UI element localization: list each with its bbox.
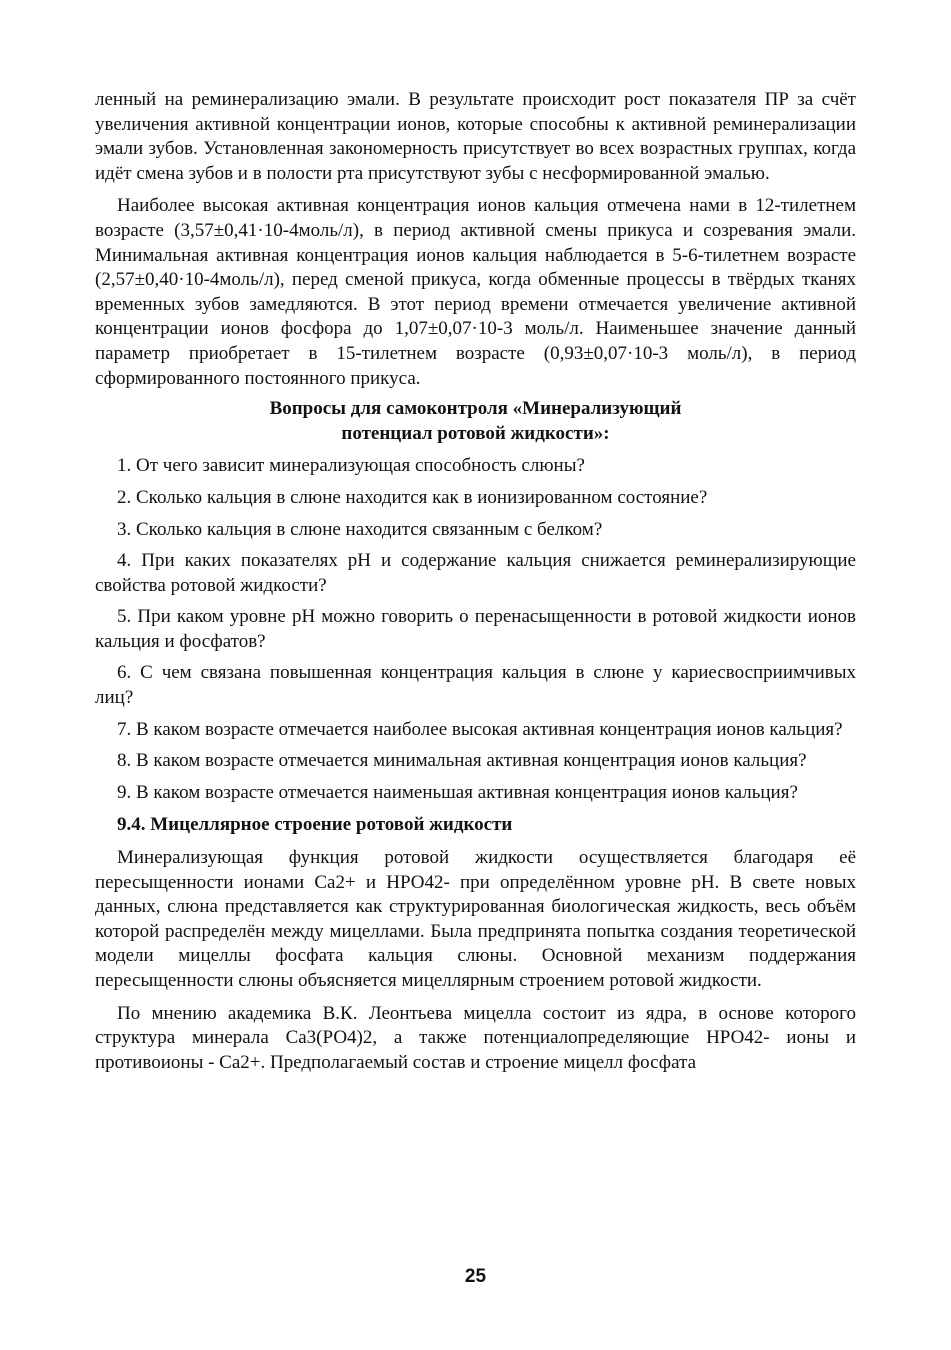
question-item: 5. При каком уровне рН можно говорить о перенасыщенности в ротовой жидкости ионов кальция и фосфатов?	[95, 606, 856, 652]
paragraph-continuation: ленный на реминерализацию эмали. В результате происходит рост показателя ПР за счёт увеличения активной концентрации ионов, которые способны к активной реминерализации эмали зубов. Установленная закономерность присутствует во всех возрастных группах, когда идёт смена зубов и в полости рта присутствуют зубы с несформированной эмалью.	[95, 89, 856, 184]
paragraph-mineralizing-function: Минерализующая функция ротовой жидкости осуществляется благодаря её пересыщенности ионами Са2+ и НРО42- при определённом уровне рН. В свете новых данных, слюна представляется как структурированная биологическая жидкость, весь объём которой распределён между мицеллами. Была предпринята попытка создания теоретической модели мицеллы фосфата кальция слюны. Основной механизм поддержания пересыщенности слюны объясняется мицеллярным строением ротовой жидкости.	[95, 847, 856, 991]
question-item: 1. От чего зависит минерализующая способность слюны?	[117, 455, 585, 477]
question-item: 3. Сколько кальция в слюне находится связанным с белком?	[117, 518, 603, 540]
question-item: 6. С чем связана повышенная концентрация кальция в слюне у кариесвосприимчивых лиц?	[95, 662, 856, 709]
questions-heading	[95, 397, 856, 446]
question-item: 7. В каком возрасте отмечается наиболее высокая активная концентрация ионов кальция?	[117, 718, 843, 740]
page-number: 25	[464, 1266, 487, 1287]
question-item: 8. В каком возрасте отмечается минимальная активная концентрация ионов кальция?	[117, 750, 807, 772]
page-body	[95, 88, 856, 1075]
section-title: 9.4. Мицеллярное строение ротовой жидкости	[117, 814, 513, 836]
questions-heading-line-1: Вопросы для самоконтроля «Минерализующий	[269, 398, 682, 420]
paragraph-calcium-concentration: Наиболее высокая активная концентрация ионов кальция отмечена нами в 12-тилетнем возрасте (3,57±0,41·10-4моль/л), в период активной смены прикуса и созревания эмали. Минимальная активная концентрация ионов кальция наблюдается в 5-6-тилетнем возрасте (2,57±0,40·10-4моль/л), перед сменой прикуса, когда обменные процессы в твёрдых тканях временных зубов замедляются. В этот период времени отмечается увеличение активной концентрации ионов фосфора до 1,07±0,07·10-3 моль/л. Наименьшее значение данный параметр приобретает в 15-тилетнем возрасте (0,93±0,07·10-3 моль/л), в период сформированного постоянного прикуса.	[95, 195, 856, 389]
question-item: 2. Сколько кальция в слюне находится как в ионизированном состояние?	[117, 486, 708, 508]
questions-heading-line-2: потенциал ротовой жидкости»:	[341, 422, 610, 444]
question-item: 9. В каком возрасте отмечается наименьшая активная концентрация ионов кальция?	[117, 781, 798, 803]
questions-list	[95, 454, 856, 805]
question-item: 4. При каких показателях рН и содержание кальция снижается реминерализирующие свойства ротовой жидкости?	[95, 550, 856, 596]
paragraph-micelle-structure: По мнению академика В.К. Леонтьева мицелла состоит из ядра, в основе которого структура минерала Са3(РО4)2, а также потенциалопределяющие НРО42- ионы и противоионы - Са2+. Предполагаемый состав и строение мицелл фосфата	[95, 1002, 856, 1073]
